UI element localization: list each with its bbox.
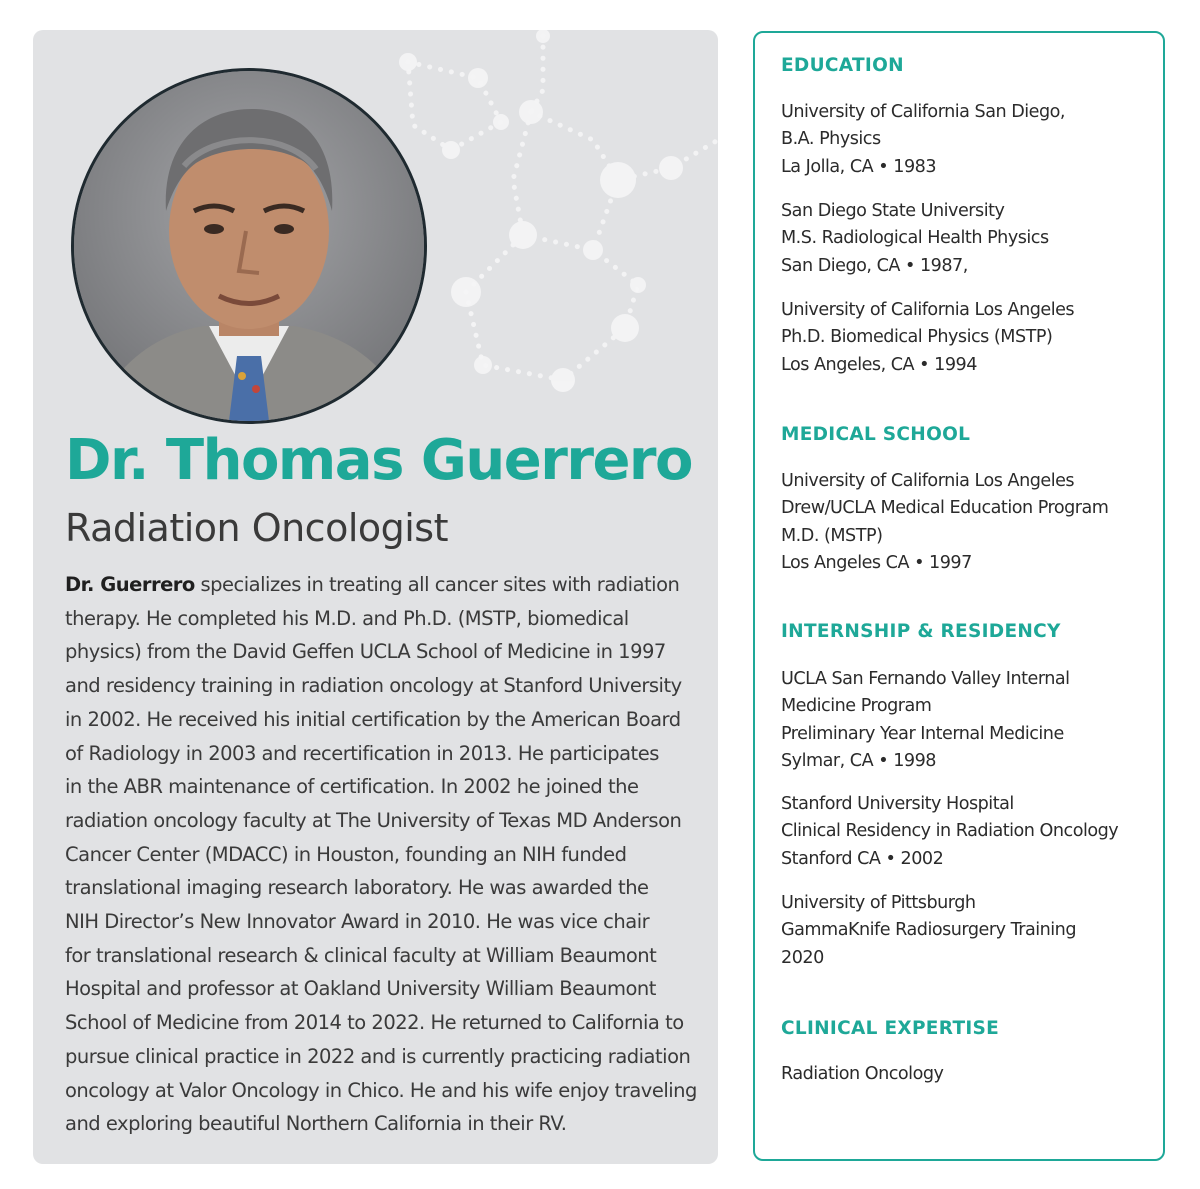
bio-line: of Radiology in 2003 and recertification in 2013. He participates	[65, 741, 659, 765]
doctor-role: Radiation Oncologist	[65, 506, 449, 550]
bio-line: oncology at Valor Oncology in Chico. He and his wife enjoy traveling	[65, 1078, 697, 1102]
bio-line: in the ABR maintenance of certification. In 2002 he joined the	[65, 775, 639, 799]
bio-line: for translational research & clinical faculty at William Beaumont	[65, 943, 657, 967]
education-entry-ucsd: University of California San Diego, B.A. Physics La Jolla, CA • 1983	[781, 102, 1066, 177]
portrait-illustration	[74, 71, 424, 421]
education-entry-sdsu: San Diego State University M.S. Radiological Health Physics San Diego, CA • 1987,	[781, 201, 1049, 276]
residency-entry-stanford: Stanford University Hospital Clinical Residency in Radiation Oncology Stanford CA • 2002	[781, 794, 1119, 869]
bio-line: and residency training in radiation oncology at Stanford University	[65, 674, 682, 698]
bio-line: translational imaging research laboratory. He was awarded the	[65, 876, 649, 900]
education-heading: EDUCATION	[781, 55, 904, 76]
doctor-portrait	[71, 68, 427, 424]
internship-entry-ucla-sfv: UCLA San Fernando Valley Internal Medicine Program Preliminary Year Internal Medicine Sylmar, CA • 1998	[781, 669, 1070, 771]
bio-line: in 2002. He received his initial certification by the American Board	[65, 707, 681, 731]
bio-line: specializes in treating all cancer sites with radiation	[194, 573, 680, 596]
credentials-panel	[753, 31, 1165, 1161]
education-entry-ucla: University of California Los Angeles Ph.D. Biomedical Physics (MSTP) Los Angeles, CA • 1994	[781, 300, 1075, 375]
clinical-expertise-entry: Radiation Oncology	[781, 1064, 944, 1084]
training-entry-pittsburgh: University of Pittsburgh GammaKnife Radiosurgery Training 2020	[781, 893, 1076, 968]
bio-line: physics) from the David Geffen UCLA School of Medicine in 1997	[65, 640, 666, 664]
bio-line: therapy. He completed his M.D. and Ph.D. (MSTP, biomedical	[65, 606, 629, 630]
bio-line: School of Medicine from 2014 to 2022. He returned to California to	[65, 1011, 684, 1035]
bio-line: pursue clinical practice in 2022 and is currently practicing radiation	[65, 1044, 691, 1068]
bio-line: Hospital and professor at Oakland University William Beaumont	[65, 977, 656, 1001]
profile-card	[33, 30, 718, 1164]
medical-school-heading: MEDICAL SCHOOL	[781, 424, 971, 445]
bio-line: radiation oncology faculty at The University of Texas MD Anderson	[65, 808, 682, 832]
clinical-expertise-heading: CLINICAL EXPERTISE	[781, 1018, 1000, 1039]
bio-line: and exploring beautiful Northern California in their RV.	[65, 1112, 567, 1136]
bio-line: Cancer Center (MDACC) in Houston, founding an NIH funded	[65, 842, 627, 866]
internship-heading: INTERNSHIP & RESIDENCY	[781, 621, 1061, 642]
biography	[65, 568, 705, 1141]
medical-school-entry: University of California Los Angeles Drew/UCLA Medical Education Program M.D. (MSTP) Los Angeles CA • 1997	[781, 471, 1109, 573]
doctor-name: Dr. Thomas Guerrero	[65, 428, 693, 493]
bio-line: NIH Director’s New Innovator Award in 2010. He was vice chair	[65, 910, 650, 934]
bio-lead-name: Dr. Guerrero	[65, 573, 195, 596]
